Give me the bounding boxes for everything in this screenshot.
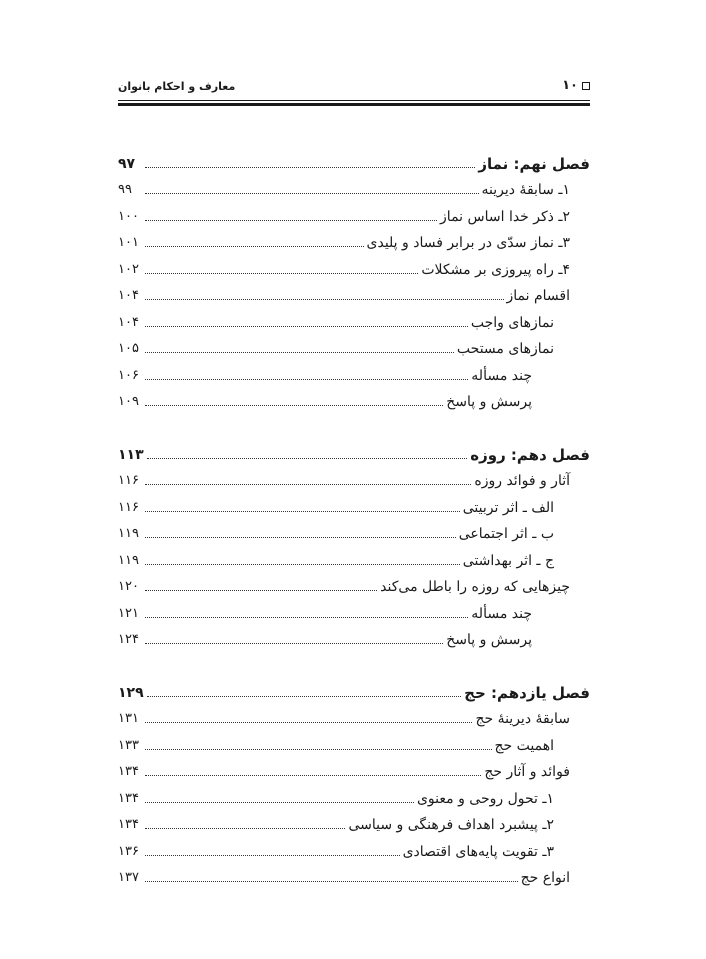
toc-entry-title: ۲ـ پیشبرد اهداف فرهنگی و سیاسی	[348, 817, 554, 833]
dot-leader	[145, 405, 443, 406]
toc-entry-title: اقسام نماز	[506, 288, 570, 304]
toc-chapter	[118, 675, 590, 887]
dot-leader	[147, 458, 468, 459]
toc-entry-title: ج ـ اثر بهداشتی	[462, 552, 554, 569]
dot-leader	[145, 352, 454, 353]
toc-entry	[118, 199, 590, 226]
toc-entry	[118, 305, 590, 332]
toc-entry	[118, 570, 590, 597]
toc-chapter-heading	[118, 146, 590, 173]
toc-entry-page: ۱۳۴	[118, 790, 139, 806]
toc-entry	[118, 755, 590, 782]
toc-entry-title: اهمیت حج	[494, 737, 554, 754]
toc-entry-title: پرسش و پاسخ	[446, 632, 532, 648]
dot-leader	[145, 273, 418, 274]
toc-entry	[118, 781, 590, 808]
toc-entry-title: ۲ـ ذکر خدا اساس نماز	[440, 208, 570, 225]
toc-entry-page: ۱۳۴	[118, 764, 139, 779]
toc-entry	[118, 464, 590, 491]
toc-entry-title: نمازهای واجب	[470, 314, 554, 331]
toc-entry-title: فصل نهم: نماز	[478, 154, 590, 173]
toc-entry-title: ب ـ اثر اجتماعی	[458, 526, 554, 542]
dot-leader	[145, 828, 345, 829]
toc-chapter	[118, 146, 590, 411]
toc-entry-title: ۳ـ تقویت پایه‌های اقتصادی	[402, 843, 554, 860]
toc-entry	[118, 517, 590, 544]
toc-entry	[118, 834, 590, 861]
dot-leader	[145, 855, 400, 856]
dot-leader	[145, 537, 456, 538]
dot-leader	[145, 193, 479, 194]
toc-entry-page: ۱۱۳	[118, 446, 144, 463]
toc-entry-title: ۴ـ راه پیروزی بر مشکلات	[421, 261, 570, 278]
dot-leader	[145, 220, 437, 221]
header-rule-thick	[118, 103, 590, 106]
running-header	[118, 78, 590, 98]
dot-leader	[145, 167, 475, 168]
toc-entry	[118, 623, 590, 650]
page-number: ۱۰	[562, 78, 578, 93]
toc-entry-title: ۳ـ نماز سدّی در برابر فساد و پلیدی	[366, 235, 570, 251]
toc-chapter-heading	[118, 675, 590, 702]
dot-leader	[145, 617, 468, 618]
toc-chapter-heading	[118, 437, 590, 464]
dot-leader	[145, 722, 472, 723]
toc-entry-title: انواع حج	[520, 870, 570, 886]
toc-entry-page: ۱۰۹	[118, 394, 139, 409]
toc-chapter	[118, 437, 590, 649]
toc-entry-title: فصل یازدهم: حج	[464, 683, 590, 702]
toc-entry-page: ۱۰۰	[118, 208, 139, 224]
toc-entry-title: فصل دهم: روزه	[470, 445, 590, 464]
toc-entry	[118, 490, 590, 517]
table-of-contents	[118, 146, 590, 913]
toc-entry-page: ۱۰۱	[118, 235, 139, 250]
toc-entry-page: ۹۷	[118, 155, 136, 172]
toc-entry-title: چند مسأله	[471, 367, 532, 384]
toc-entry-page: ۱۱۶	[118, 499, 139, 515]
toc-entry-title: ۱ـ سابقهٔ دیرینه	[481, 182, 570, 198]
dot-leader	[145, 484, 471, 485]
toc-entry-page: ۹۹	[118, 182, 132, 197]
toc-entry-page: ۱۳۴	[118, 817, 139, 832]
dot-leader	[145, 590, 377, 591]
toc-entry	[118, 332, 590, 359]
toc-entry-page: ۱۲۱	[118, 605, 139, 621]
toc-entry-page: ۱۰۴	[118, 288, 139, 303]
dot-leader	[145, 299, 504, 300]
dot-leader	[145, 326, 468, 327]
toc-entry-title: نمازهای مستحب	[456, 341, 554, 357]
toc-entry-page: ۱۰۲	[118, 261, 139, 277]
toc-entry	[118, 173, 590, 200]
toc-entry-page: ۱۱۹	[118, 552, 139, 568]
dot-leader	[145, 643, 443, 644]
toc-entry-title: چیزهایی که روزه را باطل می‌کند	[380, 579, 570, 595]
toc-entry-title: سابقهٔ دیرینهٔ حج	[475, 711, 570, 727]
page-number-block	[562, 78, 590, 93]
toc-entry	[118, 728, 590, 755]
dot-leader	[145, 749, 492, 750]
toc-entry	[118, 702, 590, 729]
toc-entry	[118, 808, 590, 835]
dot-leader	[145, 564, 460, 565]
dot-leader	[145, 246, 364, 247]
toc-entry-page: ۱۱۶	[118, 473, 139, 488]
toc-entry-title: ۱ـ تحول روحی و معنوی	[416, 790, 554, 807]
toc-entry-page: ۱۰۶	[118, 367, 139, 383]
toc-entry-page: ۱۲۴	[118, 632, 139, 647]
header-rule-thin	[118, 100, 590, 101]
toc-entry	[118, 385, 590, 412]
toc-entry	[118, 226, 590, 253]
toc-entry	[118, 861, 590, 888]
toc-entry	[118, 596, 590, 623]
toc-entry-page: ۱۳۳	[118, 737, 139, 753]
toc-entry-page: ۱۳۷	[118, 870, 139, 885]
book-title: معارف و احکام بانوان	[118, 80, 236, 93]
dot-leader	[145, 881, 518, 882]
dot-leader	[145, 802, 414, 803]
toc-entry-page: ۱۰۵	[118, 341, 139, 356]
toc-entry-page: ۱۰۴	[118, 314, 139, 330]
toc-entry-page: ۱۱۹	[118, 526, 139, 541]
dot-leader	[147, 696, 462, 697]
toc-entry	[118, 279, 590, 306]
toc-entry-page: ۱۳۶	[118, 843, 139, 859]
toc-entry-title: الف ـ اثر تربیتی	[462, 499, 554, 516]
toc-entry-page: ۱۳۱	[118, 711, 139, 726]
toc-entry-title: آثار و فوائد روزه	[474, 473, 570, 489]
toc-entry-title: فوائد و آثار حج	[484, 764, 570, 780]
toc-entry	[118, 543, 590, 570]
toc-entry-page: ۱۲۹	[118, 684, 144, 701]
toc-entry-page: ۱۲۰	[118, 579, 139, 594]
square-bullet-icon	[582, 82, 590, 90]
dot-leader	[145, 775, 481, 776]
toc-entry	[118, 252, 590, 279]
toc-entry	[118, 358, 590, 385]
dot-leader	[145, 379, 468, 380]
dot-leader	[145, 511, 460, 512]
toc-entry-title: پرسش و پاسخ	[446, 394, 532, 410]
toc-entry-title: چند مسأله	[471, 605, 532, 622]
